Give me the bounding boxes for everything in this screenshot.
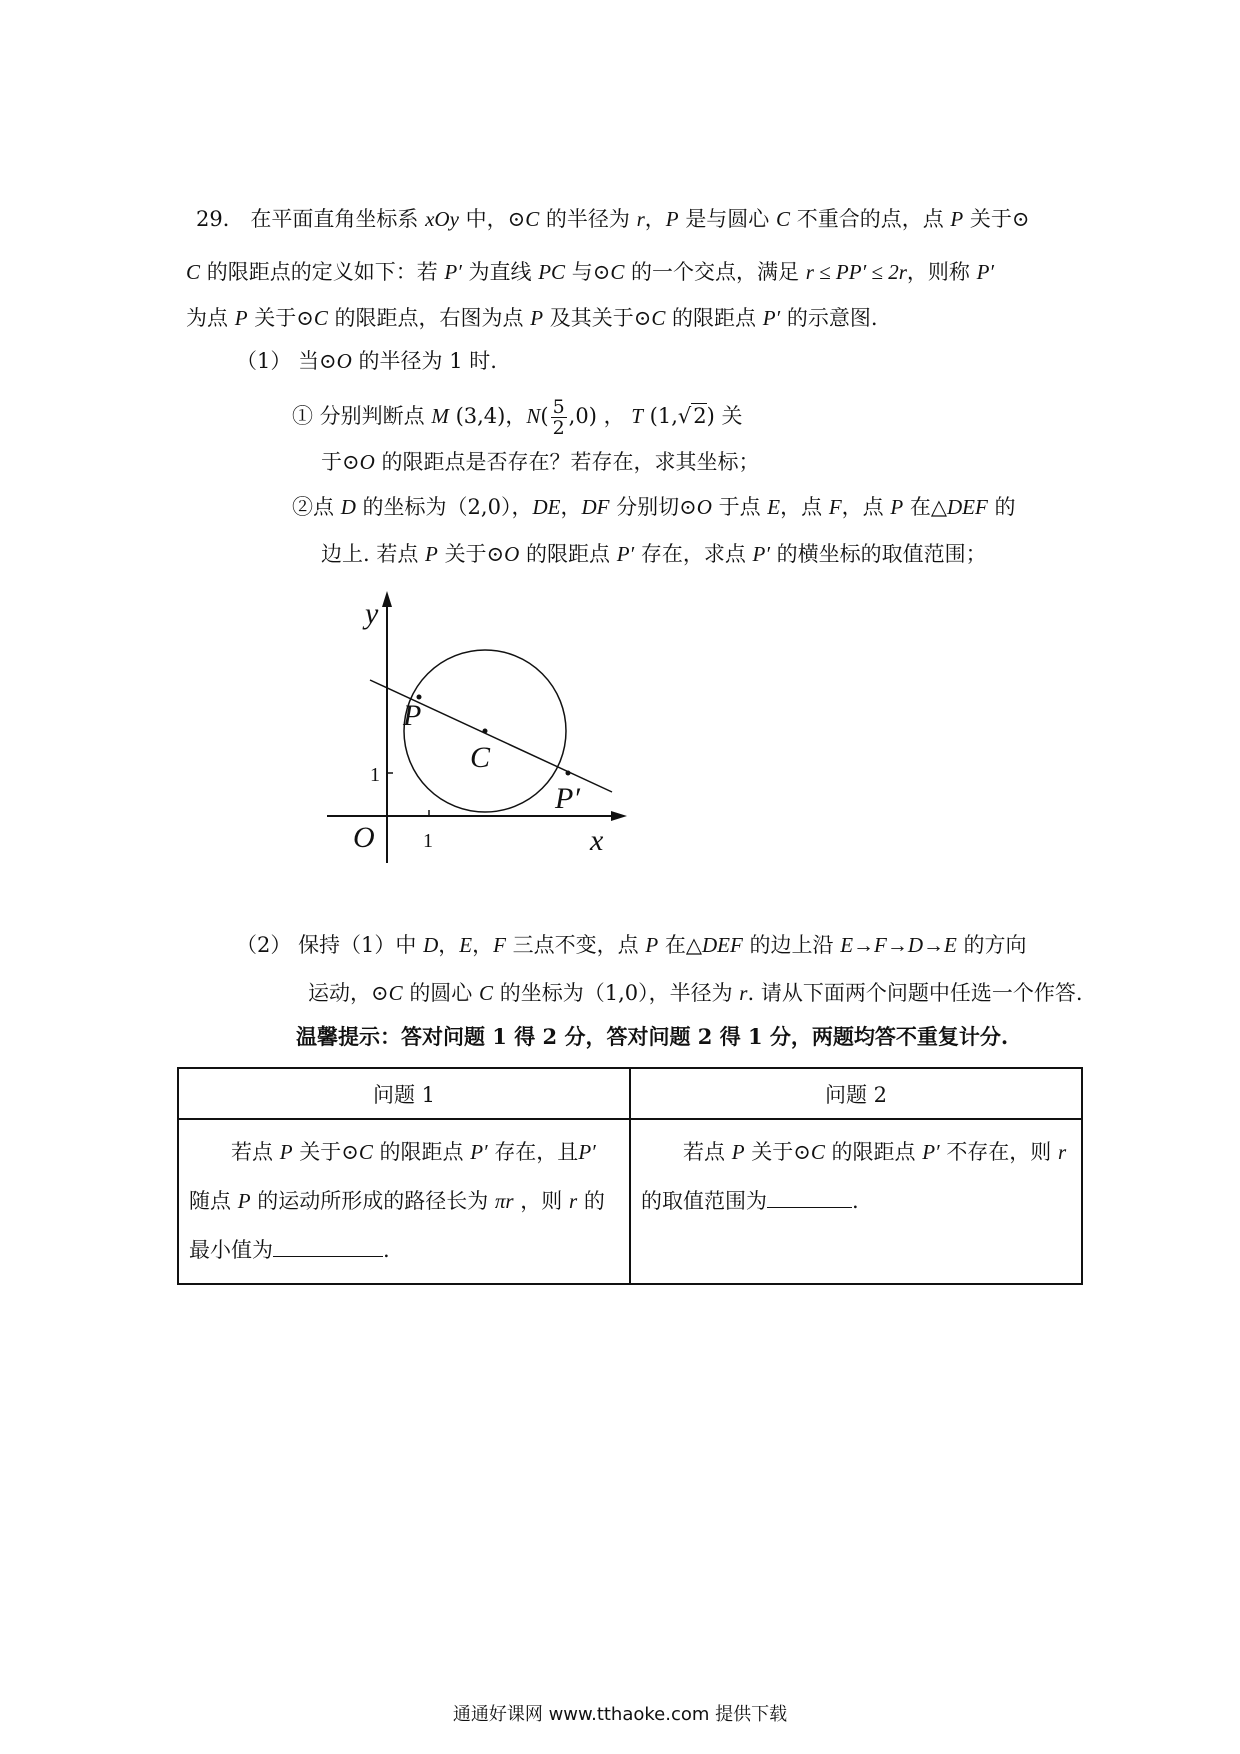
math-var: r xyxy=(568,1189,578,1213)
part1-question2-line1 xyxy=(292,492,1016,522)
text: 的限距点 xyxy=(672,306,757,330)
y-axis-label: y xyxy=(365,597,379,630)
math-var: O xyxy=(359,450,375,474)
text: 中，⊙ xyxy=(465,207,526,231)
text: ， xyxy=(505,404,527,428)
math-var: F xyxy=(493,933,506,957)
part-label: （2） xyxy=(236,933,292,957)
math-paren: ( xyxy=(540,404,549,428)
text: 的坐标为（1,0），半径为 xyxy=(499,981,733,1005)
problem-number: 29． xyxy=(196,207,244,231)
part1-question1-line1 xyxy=(292,392,743,440)
math-var: P′ xyxy=(616,542,635,566)
text: 的限距点是否存在？若存在，求其坐标； xyxy=(381,450,760,474)
text: ， xyxy=(560,495,582,519)
text: 关 xyxy=(721,404,743,428)
line-pc xyxy=(370,680,612,792)
math-var: P′ xyxy=(762,306,781,330)
math-var: P′ xyxy=(578,1140,596,1164)
math-var: P xyxy=(530,306,544,330)
text: ， xyxy=(603,404,625,428)
question2-cell xyxy=(630,1119,1082,1284)
math-var: P xyxy=(890,495,904,519)
math-var: r xyxy=(636,207,645,231)
text: ， xyxy=(644,207,666,231)
table-header-question2: 问题 2 xyxy=(630,1068,1082,1119)
part1-question1-line2 xyxy=(321,447,759,477)
sqrt-radicand: 2 xyxy=(693,404,707,428)
text: 保持（1）中 xyxy=(298,933,417,957)
part2-line2 xyxy=(308,978,1083,1008)
math-var: C xyxy=(479,981,494,1005)
text: 运动，⊙ xyxy=(308,981,389,1005)
math-var: PC xyxy=(538,260,566,284)
text: 的运动所形成的路径长为 xyxy=(257,1189,489,1213)
math-var: r xyxy=(739,981,748,1005)
text: 的坐标为（2,0）， xyxy=(362,495,533,519)
scoring-tip: 温馨提示：答对问题 1 得 2 分，答对问题 2 得 1 分，两题均答不重复计分. xyxy=(296,1024,1009,1049)
text: 于⊙ xyxy=(321,450,360,474)
text: 于点 xyxy=(718,495,761,519)
math-coord: (3,4) xyxy=(455,404,506,428)
text: 的取值范围为 xyxy=(641,1189,767,1213)
text: 是与圆心 xyxy=(685,207,770,231)
math-var: P′ xyxy=(752,542,770,566)
part1-question2-line2 xyxy=(321,539,987,569)
text: 的限距点，右图为点 xyxy=(334,306,524,330)
math-var: P′ xyxy=(470,1140,488,1164)
text: 存在，求点 xyxy=(640,542,746,566)
math-var: P xyxy=(950,207,964,231)
math-var: P xyxy=(279,1140,293,1164)
math-coord: (1, xyxy=(649,404,678,428)
math-var: P′ xyxy=(976,260,994,284)
label-p-prime: P′ xyxy=(555,782,580,815)
math-var: P xyxy=(731,1140,745,1164)
math-var: C xyxy=(525,207,540,231)
text: 的最小值为 xyxy=(189,1189,605,1262)
math-var: O xyxy=(504,542,520,566)
problem-intro-line-2 xyxy=(186,257,994,287)
text: 边上. 若点 xyxy=(321,542,419,566)
text: ， xyxy=(472,933,494,957)
text: 在△ xyxy=(664,933,702,957)
math-var: P′ xyxy=(922,1140,940,1164)
text: 关于⊙ xyxy=(254,306,314,330)
text: ②点 xyxy=(292,495,334,519)
table-row xyxy=(178,1119,1082,1284)
text: ， xyxy=(438,933,460,957)
text: 当⊙ xyxy=(298,349,337,373)
label-p: P xyxy=(403,699,422,732)
text: 的限距点的定义如下：若 xyxy=(206,260,438,284)
text: 的圆心 xyxy=(409,981,473,1005)
math-var: P′ xyxy=(444,260,462,284)
text: . xyxy=(383,1238,390,1262)
math-var: C xyxy=(810,1140,825,1164)
math-var: C xyxy=(388,981,403,1005)
footer-source: 通通好课网 www.tthaoke.com 提供下载 xyxy=(452,1704,788,1725)
text: 的限距点 xyxy=(379,1140,464,1164)
math-var: P xyxy=(234,306,248,330)
math-var: xOy xyxy=(425,207,459,231)
x-axis-arrow xyxy=(611,811,627,821)
problem-intro-line-3 xyxy=(186,303,878,333)
table-header-row xyxy=(178,1068,1082,1119)
math-var: P xyxy=(425,542,438,566)
math-paren: ) xyxy=(706,404,715,428)
text: 的示意图. xyxy=(786,306,878,330)
text: 为直线 xyxy=(468,260,532,284)
x-tick-label: 1 xyxy=(423,830,433,852)
text: 不重合的点，点 xyxy=(796,207,944,231)
text: ，点 xyxy=(841,495,884,519)
text: 关于⊙ xyxy=(969,207,1030,231)
math-path: E→F→D→E xyxy=(840,933,957,957)
math-var: O xyxy=(696,495,712,519)
text: 关于⊙ xyxy=(444,542,505,566)
text: 关于⊙ xyxy=(751,1140,811,1164)
part1-heading xyxy=(236,346,497,376)
math-var: DEF xyxy=(947,495,988,519)
math-var: D xyxy=(340,495,356,519)
text: 的横坐标的取值范围； xyxy=(776,542,987,566)
x-axis-label: x xyxy=(590,824,604,857)
text: ，点 xyxy=(780,495,823,519)
point-p-prime xyxy=(566,771,571,776)
text: 及其关于⊙ xyxy=(549,306,652,330)
problem-intro-line-1 xyxy=(196,204,1030,234)
math-var: DEF xyxy=(702,933,743,957)
text: . 请从下面两个问题中任选一个作答. xyxy=(747,981,1083,1005)
fraction xyxy=(551,397,567,438)
math-var: F xyxy=(828,495,842,519)
text: 随点 xyxy=(189,1189,231,1213)
question1-cell xyxy=(178,1119,630,1284)
math-expr: πr xyxy=(494,1189,514,1213)
math-var: C xyxy=(186,260,201,284)
text: 的方向 xyxy=(963,933,1027,957)
math-var: P xyxy=(237,1189,251,1213)
math-var: N xyxy=(526,404,541,428)
math-var: C xyxy=(651,306,666,330)
part2-line1 xyxy=(236,930,1027,960)
text: 若点 xyxy=(231,1140,273,1164)
math-var: P xyxy=(665,207,679,231)
point-c xyxy=(483,729,488,734)
y-tick-label: 1 xyxy=(370,764,380,786)
fraction-denominator: 2 xyxy=(552,417,565,439)
origin-label: O xyxy=(353,821,375,854)
text: 关于⊙ xyxy=(299,1140,359,1164)
math-inequality: r ≤ PP′ ≤ 2r xyxy=(805,260,907,284)
text: ① 分别判断点 xyxy=(292,404,425,428)
label-c: C xyxy=(470,741,491,774)
coordinate-figure xyxy=(315,585,635,865)
text: ，则称 xyxy=(906,260,970,284)
math-var: E xyxy=(767,495,781,519)
math-var: P xyxy=(645,933,659,957)
text: 的一个交点，满足 xyxy=(631,260,800,284)
text: 分别切⊙ xyxy=(616,495,697,519)
answer-blank-1[interactable] xyxy=(273,1236,383,1257)
text: 与⊙ xyxy=(571,260,611,284)
math-var: C xyxy=(313,306,328,330)
sqrt-sign: √ xyxy=(677,404,692,428)
text: 不存在，则 xyxy=(946,1140,1052,1164)
math-var: C xyxy=(776,207,791,231)
math-coord: ,0) xyxy=(568,404,597,428)
part-label: （1） xyxy=(236,349,292,373)
answer-blank-2[interactable] xyxy=(767,1187,852,1208)
text: 在平面直角坐标系 xyxy=(250,207,419,231)
text: 的 xyxy=(994,495,1016,519)
text: 的半径为 1 时. xyxy=(358,349,497,373)
math-var: C xyxy=(610,260,625,284)
text: 在△ xyxy=(909,495,947,519)
math-var: DE xyxy=(532,495,561,519)
math-var: r xyxy=(1058,1140,1067,1164)
text: 的限距点 xyxy=(831,1140,916,1164)
math-var: DF xyxy=(581,495,610,519)
text: 为点 xyxy=(186,306,228,330)
text: ，则 xyxy=(520,1189,563,1213)
math-var: C xyxy=(358,1140,373,1164)
fraction-numerator: 5 xyxy=(552,396,565,418)
text: 的限距点 xyxy=(526,542,611,566)
math-var: D xyxy=(423,933,439,957)
math-var: T xyxy=(631,404,643,428)
text: 的半径为 xyxy=(545,207,630,231)
question-table xyxy=(177,1067,1083,1285)
text: 存在，且 xyxy=(494,1140,579,1164)
table-header-question1: 问题 1 xyxy=(178,1068,630,1119)
math-var: O xyxy=(336,349,352,373)
text: . xyxy=(852,1189,859,1213)
y-axis-arrow xyxy=(382,591,392,607)
text: 的边上沿 xyxy=(749,933,834,957)
math-var: E xyxy=(459,933,473,957)
text: 三点不变，点 xyxy=(512,933,639,957)
text: 若点 xyxy=(683,1140,725,1164)
math-var: M xyxy=(431,404,449,428)
